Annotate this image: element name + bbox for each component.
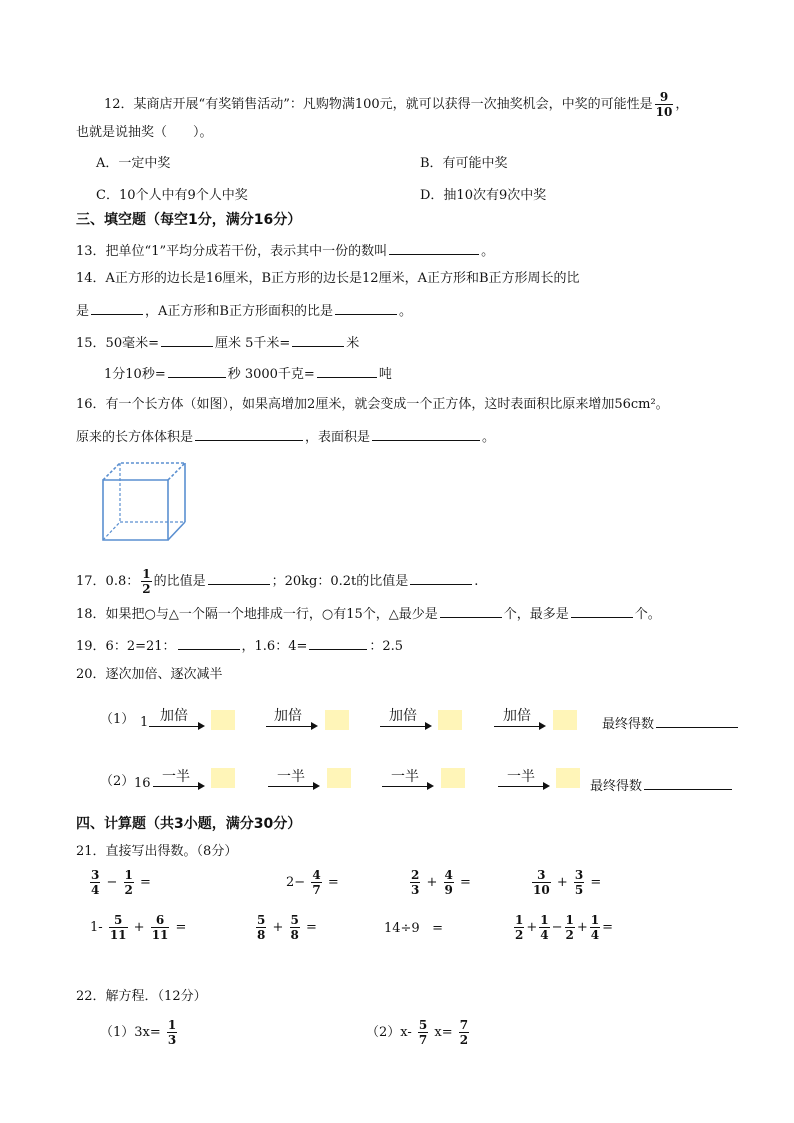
- q21-e8-op3: +: [576, 920, 588, 935]
- q21-e5-pre: 1-: [90, 920, 103, 935]
- q18-blank-1[interactable]: [440, 603, 502, 618]
- q20-row1-arrow-2: [266, 726, 316, 727]
- q20-row2-arrow-2: [268, 786, 318, 787]
- q20-row1-box-2[interactable]: [325, 710, 349, 730]
- q21-e2-f1-num: 4: [312, 868, 321, 882]
- q20-row2-result: [590, 775, 734, 796]
- q16-text-a: 原来的长方体体积是: [76, 430, 194, 445]
- q18-text-b: 个，最多是: [503, 607, 569, 622]
- q21-e4-op: +: [556, 875, 568, 890]
- q21-e1-f1-num: 3: [91, 868, 100, 882]
- q15-line2: [104, 363, 392, 384]
- q21-e1-eq: =: [140, 875, 151, 890]
- q21-e8-f3-num: 1: [565, 913, 574, 927]
- q20-row2-start: 16: [134, 776, 151, 791]
- q15-text-b: 厘米 5千米=: [214, 336, 291, 351]
- q12-frac-denominator: 10: [655, 105, 673, 119]
- q15-blank-3[interactable]: [168, 363, 226, 378]
- q12-tail: ，: [675, 97, 689, 112]
- q20-row2-op-4: 一半: [507, 769, 535, 785]
- q21-e1-f1-den: 4: [91, 883, 100, 897]
- q20-row1-result: [602, 713, 740, 734]
- q20-row1-number: （1）: [100, 712, 135, 727]
- q20-row1-start: 1: [140, 715, 149, 730]
- q21-expr-8: [512, 913, 613, 942]
- q12-fraction: [655, 90, 674, 119]
- q16-text-c: 。: [482, 430, 496, 445]
- q17-text-c: ；20kg：0.2t的比值是: [271, 574, 409, 589]
- section-3-title: 三、填空题（每空1分，满分16分）: [76, 212, 302, 228]
- cuboid-figure: [100, 458, 190, 544]
- q21-e6-f1-num: 5: [257, 913, 266, 927]
- q21-e3-f1-num: 2: [411, 868, 420, 882]
- q17-blank-2[interactable]: [410, 570, 472, 585]
- q21-e2-f1-den: 7: [312, 883, 321, 897]
- q22-p2-frac-den: 7: [418, 1033, 428, 1047]
- q20-title: 20．逐次加倍、逐次减半: [76, 667, 223, 682]
- q22-p2-frac-num: 5: [418, 1018, 428, 1032]
- q21-e4-f2-den: 5: [574, 883, 584, 897]
- q20-row2-op-2: 一半: [277, 769, 305, 785]
- q17-text-d: .: [474, 574, 479, 589]
- q13-tail: 。: [481, 244, 495, 259]
- q20-row1-box-4[interactable]: [553, 710, 577, 730]
- q14-line1: 14．A正方形的边长是16厘米，B正方形的边长是12厘米，A正方形和B正方形周长的比: [76, 271, 580, 286]
- q21-e5-f2-den: 11: [151, 928, 169, 942]
- q14-text-b: ，A正方形和B正方形面积的比是: [145, 304, 333, 319]
- q17-text-b: 的比值是: [153, 574, 206, 589]
- section-4-title: 四、计算题（共3小题，满分30分）: [76, 816, 302, 832]
- q22-problem-1: [100, 1018, 179, 1047]
- q19-text-c: ：2.5: [369, 639, 404, 654]
- q19-blank-1[interactable]: [178, 635, 240, 650]
- q21-e6-f2-den: 8: [290, 928, 299, 942]
- q15-blank-1[interactable]: [161, 332, 213, 347]
- q20-row2-box-1[interactable]: [211, 768, 235, 788]
- q21-e3-f2-num: 4: [444, 868, 453, 882]
- q12-frac-numerator: 9: [659, 90, 669, 104]
- q20-row2-arrow-1: [153, 786, 203, 787]
- q21-e6-f1-den: 8: [257, 928, 266, 942]
- q12-line1: [104, 90, 688, 119]
- q12-text: 12．某商店开展“有奖销售活动”：凡购物满100元，就可以获得一次抽奖机会，中奖的可能性是: [104, 97, 653, 112]
- q21-e7-text: 14÷9: [384, 921, 420, 936]
- q21-e8-f4-num: 1: [590, 913, 600, 927]
- q15-text-a: 15．50毫米=: [76, 336, 159, 351]
- q14-blank-1[interactable]: [91, 300, 143, 315]
- q17-frac-denominator: 2: [142, 582, 151, 596]
- q15-line1: [76, 332, 359, 353]
- q21-e4-f1-num: 3: [537, 868, 546, 882]
- q20-row2-result-blank[interactable]: [644, 775, 732, 790]
- q21-e1-f2-den: 2: [124, 883, 133, 897]
- q16-line2: [76, 426, 495, 447]
- q20-row2-box-3[interactable]: [441, 768, 465, 788]
- q12-option-a[interactable]: A．一定中奖: [96, 156, 171, 171]
- q19: [76, 635, 403, 656]
- q17-fraction: [141, 567, 151, 596]
- q21-expr-2: [286, 868, 339, 897]
- q21-expr-3: [408, 868, 471, 897]
- q18-blank-2[interactable]: [571, 603, 633, 618]
- q20-row1-op-3: 加倍: [389, 708, 417, 724]
- q21-e1-f2-num: 1: [124, 868, 133, 882]
- q21-e5-op: +: [133, 920, 145, 935]
- q21-e8-op2: −: [551, 920, 563, 935]
- q20-row1-op-2: 加倍: [274, 708, 302, 724]
- q21-e8-f2-den: 4: [540, 928, 549, 942]
- q19-text-a: 19．6：2=21：: [76, 639, 176, 654]
- q21-e8-f4-den: 4: [590, 928, 600, 942]
- q21-expr-7: [384, 920, 443, 938]
- q20-row2-box-4[interactable]: [556, 768, 580, 788]
- q21-e8-f2-num: 1: [540, 913, 549, 927]
- q22-problem-2: [366, 1018, 471, 1047]
- q20-row2-number: （2）: [100, 774, 135, 789]
- q20-row1-result-label: 最终得数: [602, 717, 655, 732]
- q21-e3-f1-den: 3: [411, 883, 420, 897]
- q19-blank-2[interactable]: [309, 635, 367, 650]
- q20-row1-result-blank[interactable]: [656, 713, 738, 728]
- q13: [76, 240, 494, 261]
- q15-blank-4[interactable]: [317, 363, 377, 378]
- q21-e2-pre: 2−: [286, 875, 306, 890]
- q21-expr-6: [254, 913, 317, 942]
- q20-row1-op-4: 加倍: [503, 708, 531, 724]
- q21-e5-f1-num: 5: [113, 913, 123, 927]
- q15-text-c: 米: [346, 336, 360, 351]
- q16-line1: 16．有一个长方体（如图），如果高增加2厘米，就会变成一个正方体，这时表面积比原来增加56cm²。: [76, 397, 669, 412]
- q20-row1-op-1: 加倍: [160, 708, 188, 724]
- q22-p2-text-a: （2）x-: [366, 1025, 412, 1040]
- q14-blank-2[interactable]: [335, 300, 397, 315]
- q12-option-b[interactable]: B．有可能中奖: [420, 156, 508, 171]
- q21-e6-eq: =: [306, 920, 317, 935]
- q21-e3-f2-den: 9: [444, 883, 453, 897]
- q20-row1-box-3[interactable]: [438, 710, 462, 730]
- q18-text-a: 18．如果把○与△一个隔一个地排成一行，○有15个，△最少是: [76, 607, 438, 622]
- q16-text-b: ，表面积是: [305, 430, 371, 445]
- q21-expr-5: [90, 913, 186, 942]
- q21-title: 21．直接写出得数。（8分）: [76, 844, 238, 859]
- q20-row2-op-3: 一半: [391, 769, 419, 785]
- q20-row2-arrow-4: [498, 786, 548, 787]
- q14-text-c: 。: [398, 304, 412, 319]
- q12-line2: 也就是说抽奖（ ）。: [76, 125, 213, 140]
- cuboid-bottom-right-edge: [168, 522, 185, 540]
- q21-expr-1: [88, 868, 151, 897]
- q21-expr-4: [530, 868, 601, 897]
- q18-text-c: 个。: [634, 607, 661, 622]
- q20-row1-arrow-1: [149, 726, 203, 727]
- q17-blank-1[interactable]: [208, 570, 270, 585]
- q20-row1-arrow-4: [494, 726, 544, 727]
- q21-e2-eq: =: [327, 875, 339, 890]
- q22-p2-text-b: x=: [434, 1025, 453, 1040]
- q19-text-b: ，1.6：4=: [241, 639, 308, 654]
- q16-blank-1[interactable]: [195, 426, 303, 441]
- q20-row2-arrow-3: [382, 786, 432, 787]
- q13-blank[interactable]: [389, 240, 479, 255]
- q21-e4-eq: =: [590, 875, 602, 890]
- q21-e3-eq: =: [460, 875, 471, 890]
- q21-e3-op: +: [426, 875, 438, 890]
- q20-row2-box-2[interactable]: [327, 768, 351, 788]
- q14-text-a: 是: [76, 304, 90, 319]
- q21-e4-f1-den: 10: [533, 883, 550, 897]
- q18: [76, 603, 661, 624]
- q12-option-c[interactable]: C．10个人中有9个人中奖: [96, 188, 248, 203]
- q21-e5-eq: =: [175, 920, 187, 935]
- q17: [76, 567, 478, 596]
- q15-text-e: 秒 3000千克=: [227, 367, 315, 382]
- q22-p1-text: （1）3x=: [100, 1025, 161, 1040]
- q16-blank-2[interactable]: [372, 426, 480, 441]
- q14-line2: [76, 300, 412, 321]
- q15-text-d: 1分10秒=: [104, 367, 166, 382]
- q21-e5-f1-den: 11: [109, 928, 127, 942]
- q17-text-a: 17．0.8：: [76, 574, 140, 589]
- cuboid-front-face: [103, 480, 168, 540]
- q20-row2-result-label: 最终得数: [590, 779, 643, 794]
- q21-e5-f2-num: 6: [155, 913, 165, 927]
- q21-e8-f3-den: 2: [565, 928, 574, 942]
- q22-p2-frac2-den: 2: [459, 1033, 469, 1047]
- q20-row1-arrow-3: [380, 726, 430, 727]
- q21-e6-op: +: [272, 920, 284, 935]
- q22-p1-frac-den: 3: [167, 1033, 177, 1047]
- q13-text: 13．把单位“1”平均分成若干份，表示其中一份的数叫: [76, 244, 388, 259]
- q20-row2-op-1: 一半: [162, 769, 190, 785]
- q21-e4-f2-num: 3: [574, 868, 584, 882]
- q22-p1-frac-num: 1: [167, 1018, 177, 1032]
- q21-e1-op: −: [106, 875, 118, 890]
- cuboid-top-face: [103, 463, 185, 480]
- q15-blank-2[interactable]: [292, 332, 344, 347]
- q21-e8-f1-num: 1: [515, 913, 524, 927]
- q21-e8-f1-den: 2: [515, 928, 524, 942]
- q17-frac-numerator: 1: [142, 567, 151, 581]
- q21-e6-f2-num: 5: [290, 913, 299, 927]
- q12-option-d[interactable]: D．抽10次有9次中奖: [420, 188, 547, 203]
- q22-title: 22．解方程．（12分）: [76, 989, 207, 1004]
- q20-row1-box-1[interactable]: [211, 710, 235, 730]
- q22-p2-frac2-num: 7: [459, 1018, 469, 1032]
- q15-text-f: 吨: [378, 367, 392, 382]
- q21-e8-op1: +: [526, 920, 538, 935]
- q21-e7-eq: =: [432, 921, 444, 936]
- q21-e8-eq: =: [602, 920, 614, 935]
